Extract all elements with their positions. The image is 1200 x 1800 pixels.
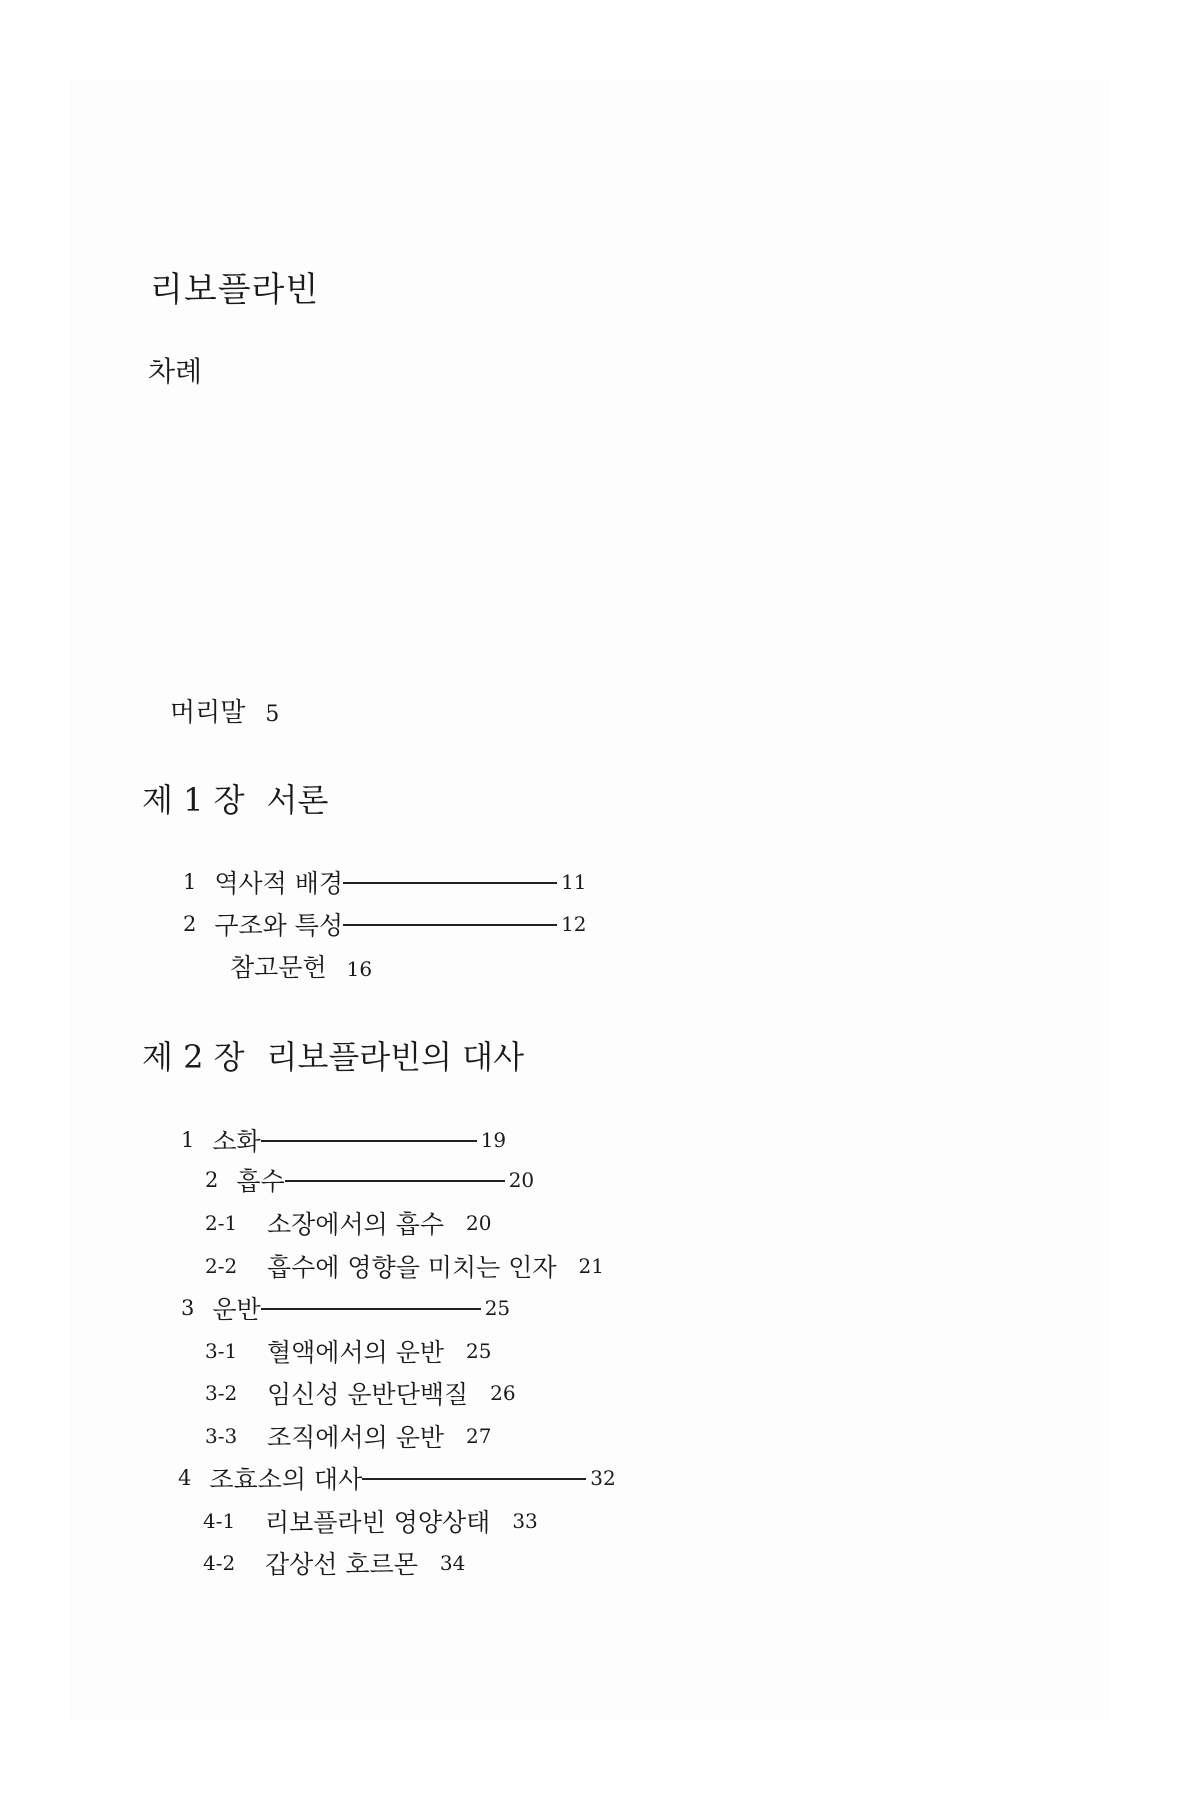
toc-subentry[interactable]	[205, 1248, 604, 1284]
references-label: 참고문헌	[230, 953, 327, 982]
entry-page: 26	[490, 1381, 516, 1405]
toc-preface[interactable]	[170, 692, 279, 729]
toc-subentry[interactable]	[203, 1503, 538, 1539]
entry-label: 조직에서의 운반	[267, 1423, 444, 1452]
entry-page: 25	[484, 1296, 511, 1320]
entry-label: 역사적 배경	[214, 869, 344, 898]
entry-label: 혈액에서의 운반	[267, 1338, 444, 1367]
toc-subentry[interactable]	[205, 1375, 516, 1411]
chapter-1-heading[interactable]	[142, 775, 328, 821]
entry-number: 1	[183, 870, 197, 894]
entry-label: 조효소의 대사	[209, 1465, 363, 1494]
toc-subentry[interactable]	[205, 1205, 491, 1241]
entry-number: 3	[181, 1296, 195, 1320]
entry-label: 소장에서의 흡수	[267, 1210, 444, 1239]
leader-line	[261, 1140, 477, 1142]
entry-label: 리보플라빈 영양상태	[265, 1508, 491, 1537]
entry-page: 34	[439, 1551, 466, 1575]
entry-label: 운반	[212, 1295, 261, 1324]
chapter-title: 리보플라빈의 대사	[266, 1038, 524, 1076]
leader-line	[343, 924, 557, 926]
toc-subentry[interactable]	[203, 1545, 465, 1581]
toc-entry[interactable]	[181, 1122, 506, 1158]
chapter-title: 서론	[266, 781, 329, 819]
toc-heading: 차례	[148, 355, 203, 388]
entry-page: 20	[466, 1211, 492, 1235]
toc-subentry[interactable]	[205, 1333, 491, 1369]
toc-entry[interactable]	[181, 1290, 510, 1326]
entry-page: 32	[590, 1466, 616, 1490]
toc-entry[interactable]	[183, 864, 587, 900]
toc-subentry[interactable]	[205, 1418, 491, 1454]
entry-number: 1	[181, 1128, 195, 1152]
entry-label: 갑상선 호르몬	[265, 1550, 418, 1579]
entry-number: 3-1	[205, 1339, 238, 1363]
entry-number: 4-2	[203, 1551, 236, 1575]
toc-entry[interactable]	[205, 1162, 534, 1198]
entry-page: 11	[561, 870, 587, 894]
chapter-number: 제 2 장	[142, 1038, 245, 1076]
entry-number: 4-1	[203, 1509, 236, 1533]
toc-entry[interactable]	[183, 906, 587, 942]
entry-number: 2-2	[205, 1254, 238, 1278]
entry-page: 25	[466, 1339, 492, 1363]
entry-number: 2	[183, 912, 197, 936]
chapter-2-heading[interactable]	[142, 1032, 524, 1078]
entry-number: 3-3	[205, 1424, 238, 1448]
toc-references[interactable]	[230, 948, 372, 984]
book-title: 리보플라빈	[150, 270, 320, 310]
chapter-number: 제 1 장	[142, 781, 245, 819]
entry-page: 20	[508, 1168, 535, 1192]
entry-page: 33	[512, 1509, 538, 1533]
entry-label: 구조와 특성	[214, 911, 344, 940]
leader-line	[261, 1308, 481, 1310]
entry-number: 3-2	[205, 1381, 238, 1405]
entry-page: 21	[578, 1254, 604, 1278]
entry-label: 흡수에 영향을 미치는 인자	[267, 1253, 557, 1282]
entry-label: 임신성 운반단백질	[267, 1380, 469, 1409]
entry-label: 소화	[212, 1127, 261, 1156]
preface-page: 5	[265, 702, 280, 727]
references-page: 16	[346, 957, 373, 981]
entry-number: 2-1	[205, 1211, 238, 1235]
preface-label: 머리말	[170, 698, 246, 728]
entry-page: 19	[480, 1128, 507, 1152]
leader-line	[362, 1478, 586, 1480]
leader-line	[285, 1180, 505, 1182]
leader-line	[343, 882, 557, 884]
entry-label: 흡수	[236, 1167, 285, 1196]
entry-page: 27	[466, 1424, 492, 1448]
entry-number: 2	[205, 1168, 219, 1192]
entry-number: 4	[178, 1466, 192, 1490]
entry-page: 12	[561, 912, 587, 936]
toc-entry[interactable]	[178, 1460, 616, 1496]
